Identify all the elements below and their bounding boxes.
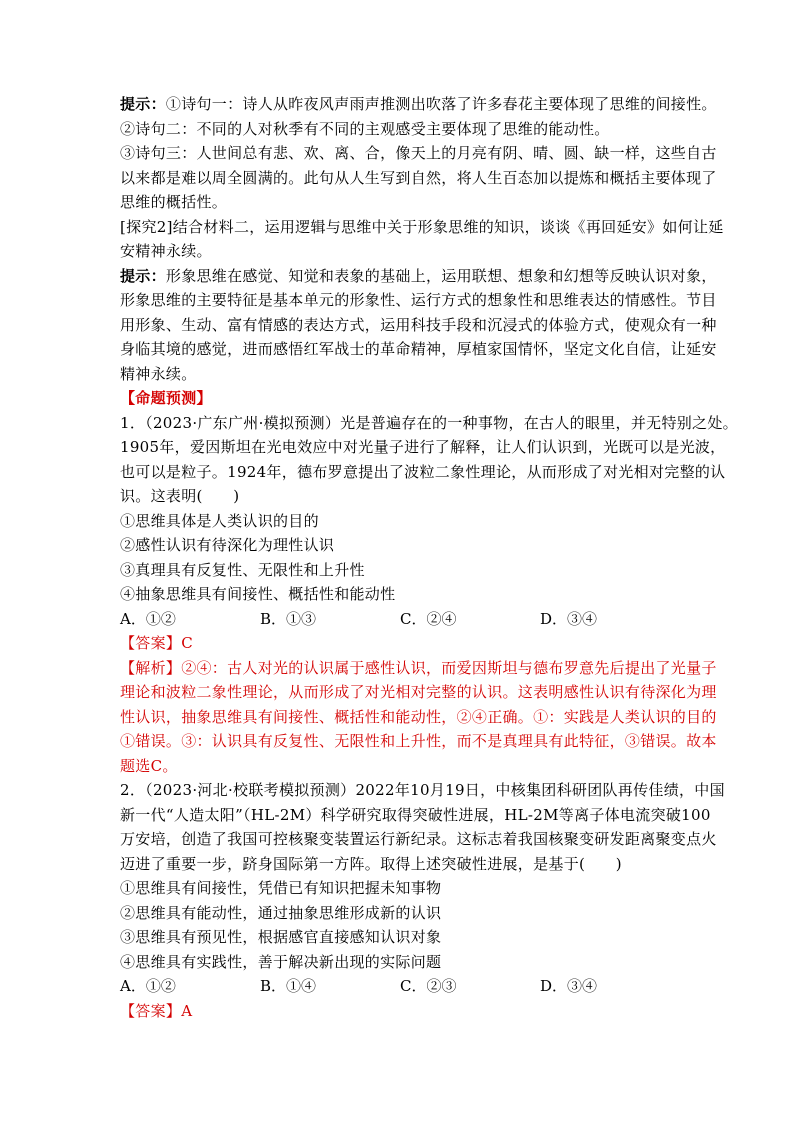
q1-stem-line-1: 1．（2023·广东广州·模拟预测）光是普遍存在的一种事物，在古人的眼里，并无特别之处。	[120, 413, 738, 432]
q2-options	[120, 974, 682, 999]
q2-statement-4: ④思维具有实践性，善于解决新出现的实际问题	[120, 952, 442, 971]
q2-option-d: D．③④	[540, 977, 598, 995]
q2-stem-line-4: 迈进了重要一步，跻身国际第一方阵。取得上述突破性进展，是基于( )	[120, 854, 622, 873]
q1-analysis-line-5: 题选C。	[120, 756, 178, 775]
q2-option-c: C．②③	[400, 977, 457, 995]
q2-answer: 【答案】A	[120, 1001, 193, 1020]
q2-stem-line-2: 新一代“人造太阳”（HL-2M）科学研究取得突破性进展，HL-2M等离子体电流突破100	[120, 805, 711, 824]
q2-stem-line-1: 2．（2023·河北·校联考模拟预测）2022年10月19日，中核集团科研团队再传佳绩，中国	[120, 781, 725, 799]
q1-option-a: A．①②	[120, 609, 176, 628]
tip-line-3a: ③诗句三：人世间总有悲、欢、离、合，像天上的月亮有阴、晴、圆、缺一样，这些自古	[120, 144, 717, 162]
q2-statement-3: ③思维具有预见性，根据感官直接感知认识对象	[120, 928, 442, 946]
q1-answer: 【答案】C	[120, 634, 193, 652]
document-page	[120, 92, 738, 1023]
explore2-tip-line-1	[120, 264, 717, 289]
q1-stem-line-3: 也可以是粒子。1924年，德布罗意提出了波粒二象性理论，从而形成了对光相对完整的认	[120, 462, 726, 481]
section-title: 【命题预测】	[120, 389, 212, 407]
q1-option-c: C．②④	[400, 609, 457, 628]
q1-analysis-line-4: ①错误。③：认识具有反复性、无限性和上升性，而不是真理具有此特征，③错误。故本	[120, 732, 717, 750]
q1-statement-1: ①思维具体是人类认识的目的	[120, 511, 319, 530]
explore2-question-a: [探究2]结合材料二，运用逻辑与思维中关于形象思维的知识，谈谈《再回延安》如何让延	[120, 217, 724, 236]
tip-text: ①诗句一：诗人从昨夜风声雨声推测出吹落了许多春花主要体现了思维的间接性。	[165, 95, 717, 113]
tip-line-3c: 思维的概括性。	[120, 193, 228, 211]
q1-option-d: D．③④	[540, 609, 598, 628]
explore2-tip-line-2: 形象思维的主要特征是基本单元的形象性、运行方式的想象性和思维表达的情感性。节目	[120, 291, 717, 309]
explore2-tip-label: 提示：	[120, 266, 166, 285]
q2-option-a: A．①②	[120, 977, 176, 995]
q2-statement-1: ①思维具有间接性，凭借已有知识把握未知事物	[120, 879, 442, 897]
explore2-tip-line-4: 身临其境的感觉，进而感悟红军战士的革命精神，厚植家国情怀，坚定文化自信，让延安	[120, 340, 717, 358]
tip-label: 提示：	[120, 95, 166, 113]
q2-option-b: B．①④	[260, 977, 317, 995]
tip-line-3b: 以来都是难以周全圆满的。此句从人生写到自然，将人生百态加以提炼和概括主要体现了	[120, 168, 717, 187]
q2-statement-2: ②思维具有能动性，通过抽象思维形成新的认识	[120, 903, 442, 922]
explore2-question-b: 安精神永续。	[120, 242, 212, 260]
q1-statement-4: ④抽象思维具有间接性、概括性和能动性	[120, 585, 396, 603]
q1-options	[120, 607, 682, 632]
q1-analysis-line-3: 性认识，抽象思维具有间接性、概括性和能动性，②④正确。①：实践是人类认识的目的	[120, 707, 717, 726]
q1-analysis-line-1: 【解析】②④：古人对光的认识属于感性认识，而爱因斯坦与德布罗意先后提出了光量子	[120, 658, 717, 677]
q1-option-b: B．①③	[260, 609, 317, 628]
tip-line-1	[120, 92, 717, 117]
q1-statement-2: ②感性认识有待深化为理性认识	[120, 536, 335, 554]
explore2-tip-line-5: 精神永续。	[120, 364, 197, 383]
q1-stem-line-2: 1905年，爱因斯坦在光电效应中对光量子进行了解释，让人们认识到，光既可以是光波，	[120, 438, 726, 456]
explore2-tip-text: 形象思维在感觉、知觉和表象的基础上，运用联想、想象和幻想等反映认识对象，	[165, 266, 717, 285]
q1-statement-3: ③真理具有反复性、无限性和上升性	[120, 560, 365, 579]
explore2-tip-line-3: 用形象、生动、富有情感的表达方式，运用科技手段和沉浸式的体验方式，使观众有一种	[120, 315, 717, 334]
q1-analysis-line-2: 理论和波粒二象性理论，从而形成了对光相对完整的认识。这表明感性认识有待深化为理	[120, 683, 717, 701]
q2-stem-line-3: 万安培，创造了我国可控核聚变装置运行新纪录。这标志着我国核聚变研发距离聚变点火	[120, 830, 717, 848]
tip-line-2: ②诗句二：不同的人对秋季有不同的主观感受主要体现了思维的能动性。	[120, 119, 610, 138]
q1-stem-line-4: 识。这表明( )	[120, 487, 240, 505]
